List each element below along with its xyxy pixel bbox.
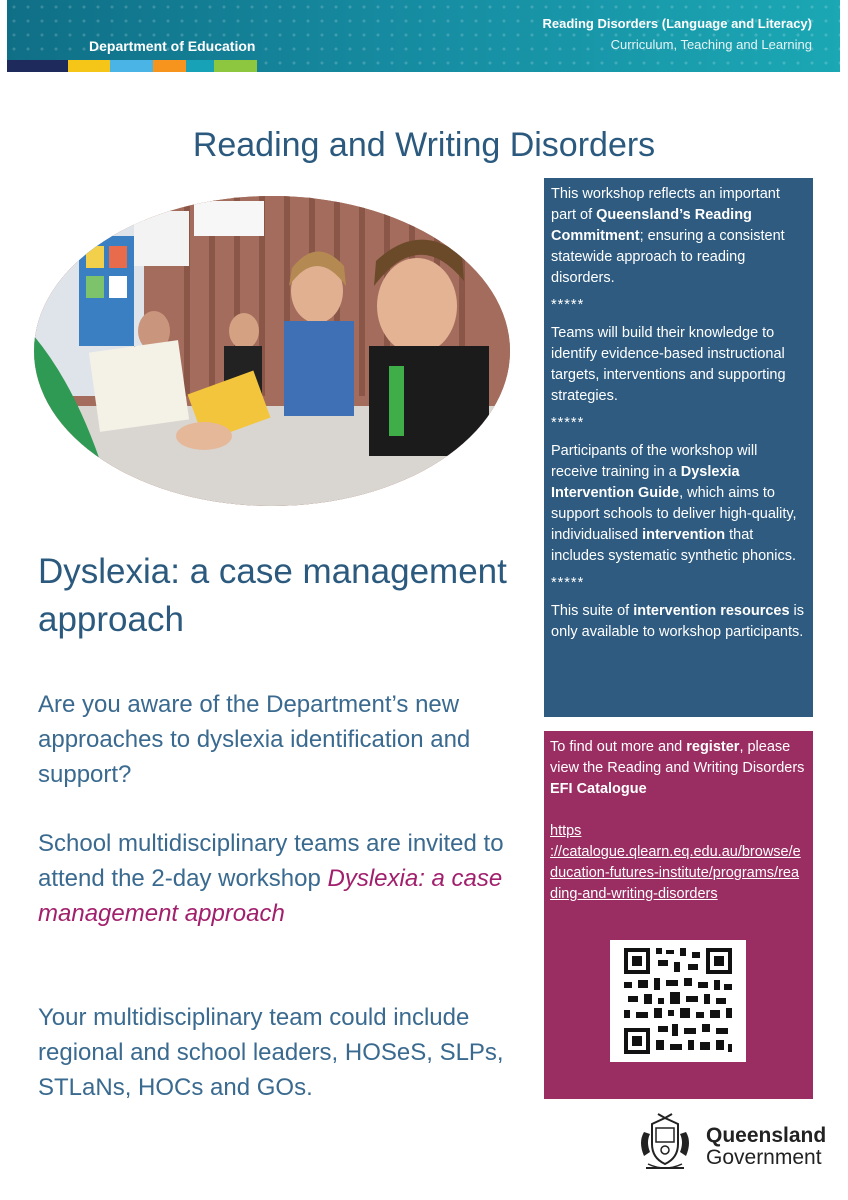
register-text (550, 737, 805, 800)
classroom-photo (34, 196, 510, 506)
info-text: is only available to workshop participants. (551, 603, 805, 640)
register-box (544, 731, 813, 1099)
info-para-2: Teams will build their knowledge to identify evidence-based instructional targets, interventions and supporting strategies. (551, 325, 786, 404)
brand-bar-navy (7, 60, 68, 72)
workshop-info-box (544, 178, 813, 717)
intro-paragraph: Are you aware of the Department’s new approaches to dyslexia identification and support? (38, 691, 471, 788)
workshop-name-emphasis: Dyslexia: a case management approach (38, 865, 503, 927)
info-bold: Dyslexia Intervention Guide (551, 464, 740, 501)
qr-code-graphic (610, 940, 746, 1062)
separator-stars: ***** (551, 575, 585, 591)
division-name: Curriculum, Teaching and Learning (610, 37, 812, 52)
separator-stars: ***** (551, 297, 585, 313)
info-text: This suite of (551, 603, 634, 619)
invitation-text: School multidisciplinary teams are invited to attend the 2-day workshop (38, 830, 504, 892)
separator-stars: ***** (551, 415, 585, 431)
register-bold: register (686, 739, 740, 755)
logo-text-government: Government (706, 1146, 822, 1169)
logo-text-queensland: Queensland (706, 1124, 827, 1147)
info-text: that includes systematic synthetic phonics. (551, 527, 796, 564)
brand-bar-teal (186, 60, 214, 72)
program-name: Reading Disorders (Language and Literacy) (542, 16, 812, 31)
invitation-paragraph (38, 826, 528, 931)
info-para-3 (551, 441, 805, 567)
brand-bar-yellow (68, 60, 110, 72)
catalogue-link-block[interactable] (550, 821, 805, 905)
info-text: Participants of the workshop will receive training in a (551, 443, 758, 480)
photo-illustration (34, 196, 510, 506)
page-title: Reading and Writing Disorders (192, 126, 656, 164)
catalogue-bold: EFI Catalogue (550, 781, 647, 797)
catalogue-link-part1[interactable]: https (550, 823, 582, 839)
register-text-part: To find out more and (550, 739, 687, 755)
team-paragraph: Your multidisciplinary team could include regional and school leaders, HOSeS, SLPs, STLaNs, HOCs and GOs. (38, 1004, 504, 1101)
info-bold: intervention (642, 527, 726, 543)
info-bold: Queensland’s Reading Commitment (551, 207, 752, 244)
info-bold: intervention resources (633, 603, 790, 619)
info-text: ; ensuring a consistent statewide approach to reading disorders. (551, 228, 785, 286)
brand-bar-lightblue (110, 60, 153, 72)
catalogue-link-part2[interactable]: ://catalogue.qlearn.eq.edu.au/browse/education-futures-institute/programs/reading-and-writing-disorders (550, 844, 801, 902)
brand-bar-green (214, 60, 257, 72)
queensland-government-logo (634, 1110, 834, 1180)
workshop-title: Dyslexia: a case management approach (38, 552, 507, 639)
brand-bar-orange (153, 60, 186, 72)
register-text-part: , please view the Reading and Writing Disorders (550, 739, 805, 776)
info-para-4 (551, 601, 805, 643)
coat-of-arms-icon (634, 1112, 696, 1174)
info-text: This workshop reflects an important part of (551, 186, 780, 223)
qr-code-icon (610, 940, 746, 1062)
info-para-1 (551, 184, 805, 289)
department-name: Department of Education (89, 38, 256, 54)
info-text: , which aims to support schools to deliver high-quality, individualised (551, 485, 797, 543)
